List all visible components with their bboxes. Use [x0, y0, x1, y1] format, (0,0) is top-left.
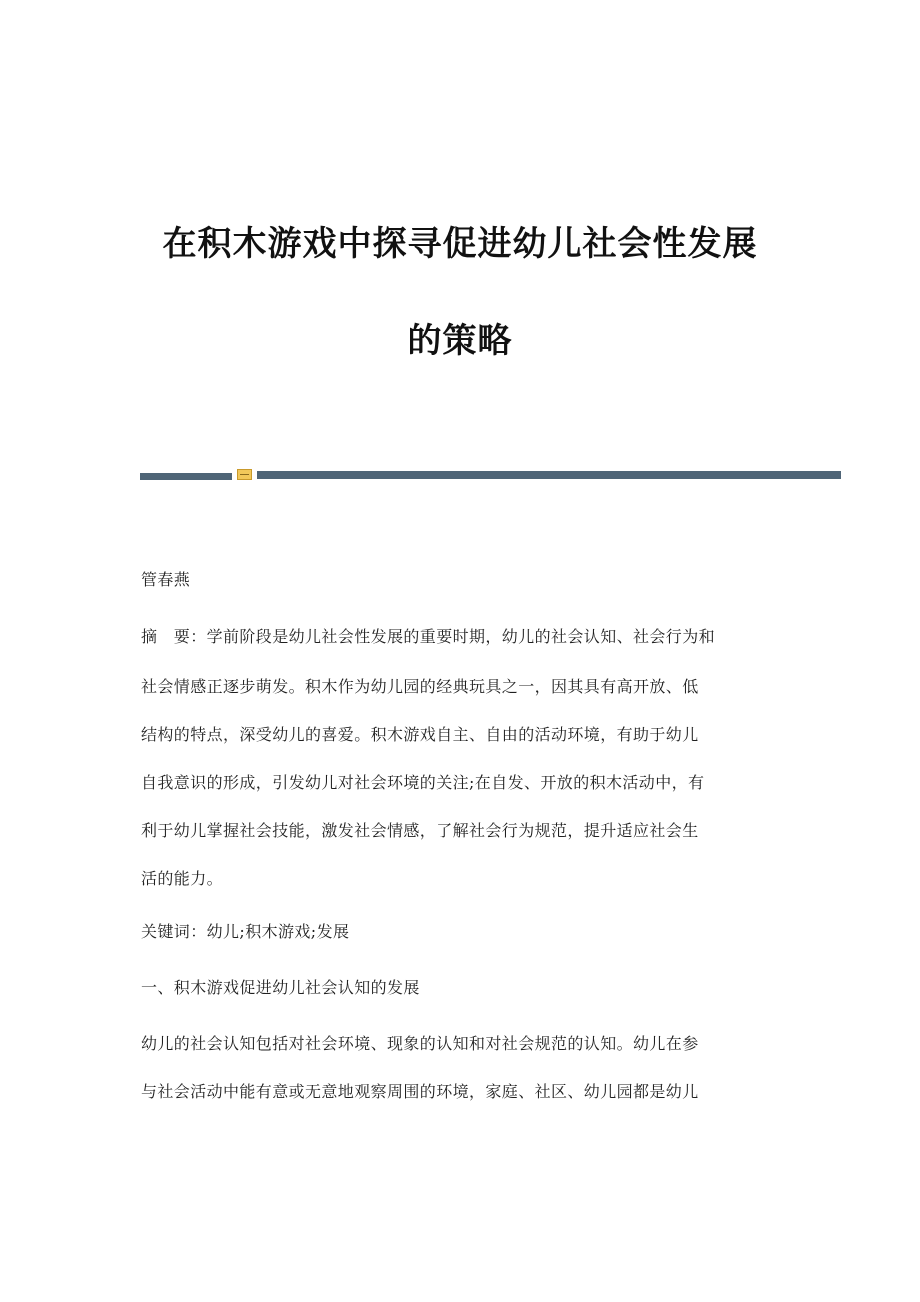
abstract-line: 自我意识的形成，引发幼儿对社会环境的关注;在自发、开放的积木活动中，有	[141, 773, 705, 792]
divider-ornament-icon	[237, 469, 252, 480]
divider-bar-right	[257, 471, 841, 479]
abstract-line: 摘 要：学前阶段是幼儿社会性发展的重要时期，幼儿的社会认知、社会行为和	[141, 627, 716, 646]
body-line: 幼儿的社会认知包括对社会环境、现象的认知和对社会规范的认知。幼儿在参	[141, 1034, 699, 1053]
abstract-line: 利于幼儿掌握社会技能，激发社会情感，了解社会行为规范，提升适应社会生	[141, 821, 699, 840]
document-title-line-2: 的策略	[407, 321, 513, 361]
body-line: 与社会活动中能有意或无意地观察周围的环境，家庭、社区、幼儿园都是幼儿	[141, 1082, 699, 1101]
author-name: 管春燕	[141, 570, 191, 589]
divider-bar-left	[140, 473, 232, 480]
document-title-line-1: 在积木游戏中探寻促进幼儿社会性发展	[162, 224, 758, 264]
keywords: 关键词：幼儿;积木游戏;发展	[141, 922, 350, 941]
section-heading: 一、积木游戏促进幼儿社会认知的发展	[141, 978, 420, 997]
abstract-line: 活的能力。	[141, 869, 224, 888]
abstract-line: 社会情感正逐步萌发。积木作为幼儿园的经典玩具之一，因其具有高开放、低	[141, 677, 699, 696]
abstract-line: 结构的特点，深受幼儿的喜爱。积木游戏自主、自由的活动环境，有助于幼儿	[141, 725, 699, 744]
